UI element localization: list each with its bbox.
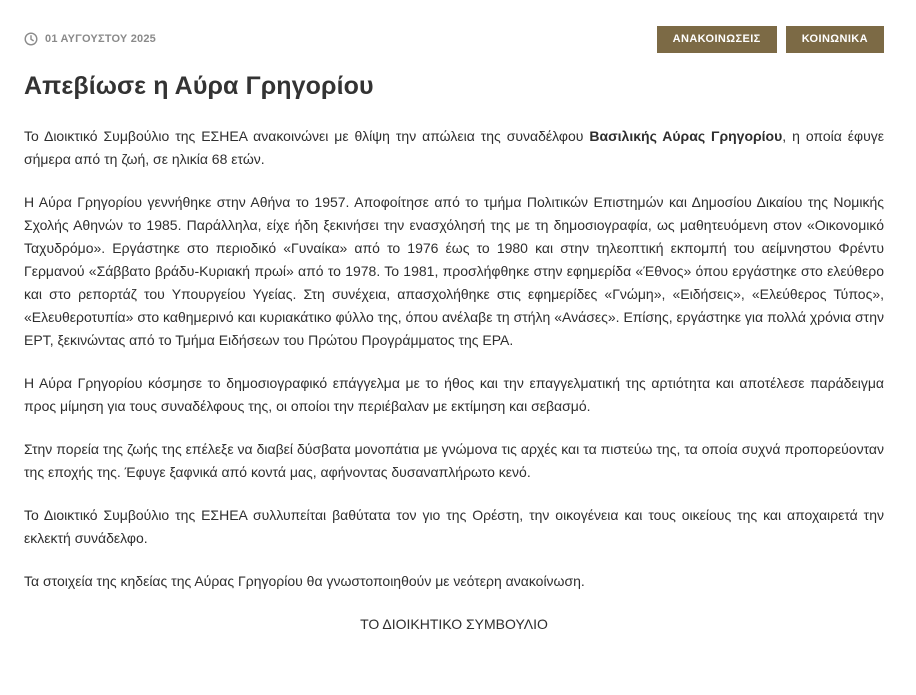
paragraph-biography: Η Αύρα Γρηγορίου γεννήθηκε στην Αθήνα το 1957. Αποφοίτησε από το τμήμα Πολιτικών Επιστημών και Δημοσίου Δικαίου της Νομικής Σχολής Αθηνών το 1985. Παράλληλα, είχε ήδη ξεκινήσει την ενασχόλησή της με τη δημοσιογραφία, ως μαθητευόμενη στον «Οικονομικό Ταχυδρόμο». Εργάστηκε στο περιοδικό «Γυναίκα» από το 1976 έως το 1980 και στην τηλεοπτική εκπομπή του αείμνηστου Φρέντυ Γερμανού «Σάββατο βράδυ-Κυριακή πρωί» από το 1978. Το 1981, προσλήφθηκε στην εφημερίδα «Έθνος» όπου εργάστηκε στο ελεύθερο και στο ρεπορτάζ του Υπουργείου Υγείας. Στη συνέχεια, απασχολήθηκε στις εφημερίδες «Γνώμη», «Ειδήσεις», «Ελεύθερος Τύπος», «Ελευθεροτυπία» στο καθημερινό και κυριακάτικο φύλλο της, όπου ανέλαβε τη στήλη «Ανάσες». Επίσης, εργάστηκε για πολλά χρόνια στην ΕΡΤ, ξεκινώντας από το Τμήμα Ειδήσεων του Πρώτου Προγράμματος της ΕΡΑ. xyxy=(24,194,884,348)
signature: ΤΟ ΔΙΟΙΚΗΤΙΚΟ ΣΥΜΒΟΥΛΙΟ xyxy=(360,616,548,632)
clock-icon xyxy=(24,32,38,46)
article-body xyxy=(24,125,884,656)
intro-text-end: , η οποία έφυγε σήμερα από τη ζωή, σε ηλικία 68 ετών. xyxy=(24,128,885,167)
intro-highlight-name: Βασιλικής Αύρας Γρηγορίου xyxy=(589,128,783,144)
paragraph-tribute: Η Αύρα Γρηγορίου κόσμησε το δημοσιογραφικό επάγγελμα με το ήθος και την επαγγελματική της αρτιότητα και αποτέλεσε παράδειγμα προς μίμηση για τους συναδέλφους της, οι οποίοι την περιέβαλαν με εκτίμηση και σεβασμό. xyxy=(24,375,884,414)
paragraph-funeral: Τα στοιχεία της κηδείας της Αύρας Γρηγορίου θα γνωστοποιηθούν με νεότερη ανακοίνωση. xyxy=(24,573,585,589)
tag-announcements[interactable]: ΑΝΑΚΟΙΝΩΣΕΙΣ xyxy=(657,26,777,53)
paragraph-condolences: Το Διοικτικό Συμβούλιο της ΕΣΗΕΑ συλλυπείται βαθύτατα τον γιο της Ορέστη, την οικογένεια και τους οικείους της και αποχαιρετά την εκλεκτή συνάδελφο. xyxy=(24,507,884,546)
post-meta xyxy=(24,32,156,46)
paragraph-life: Στην πορεία της ζωής της επέλεξε να διαβεί δύσβατα μονοπάτια με γνώμονα τις αρχές και τα πιστεύω της, τα οποία συχνά προπορεύονταν της εποχής της. Έφυγε ξαφνικά από κοντά μας, αφήνοντας δυσαναπλήρωτο κενό. xyxy=(24,441,884,480)
page-title: Απεβίωσε η Αύρα Γρηγορίου xyxy=(24,72,374,100)
intro-text-start: Το Διοικτικό Συμβούλιο της ΕΣΗΕΑ ανακοινώνει με θλίψη την απώλεια της συναδέλφου xyxy=(24,128,590,144)
tag-social[interactable]: ΚΟΙΝΩΝΙΚΑ xyxy=(786,26,884,53)
paragraph-intro xyxy=(24,125,884,171)
category-tags xyxy=(657,26,884,53)
post-date: 01 ΑΥΓΟΥΣΤΟΥ 2025 xyxy=(45,33,156,45)
